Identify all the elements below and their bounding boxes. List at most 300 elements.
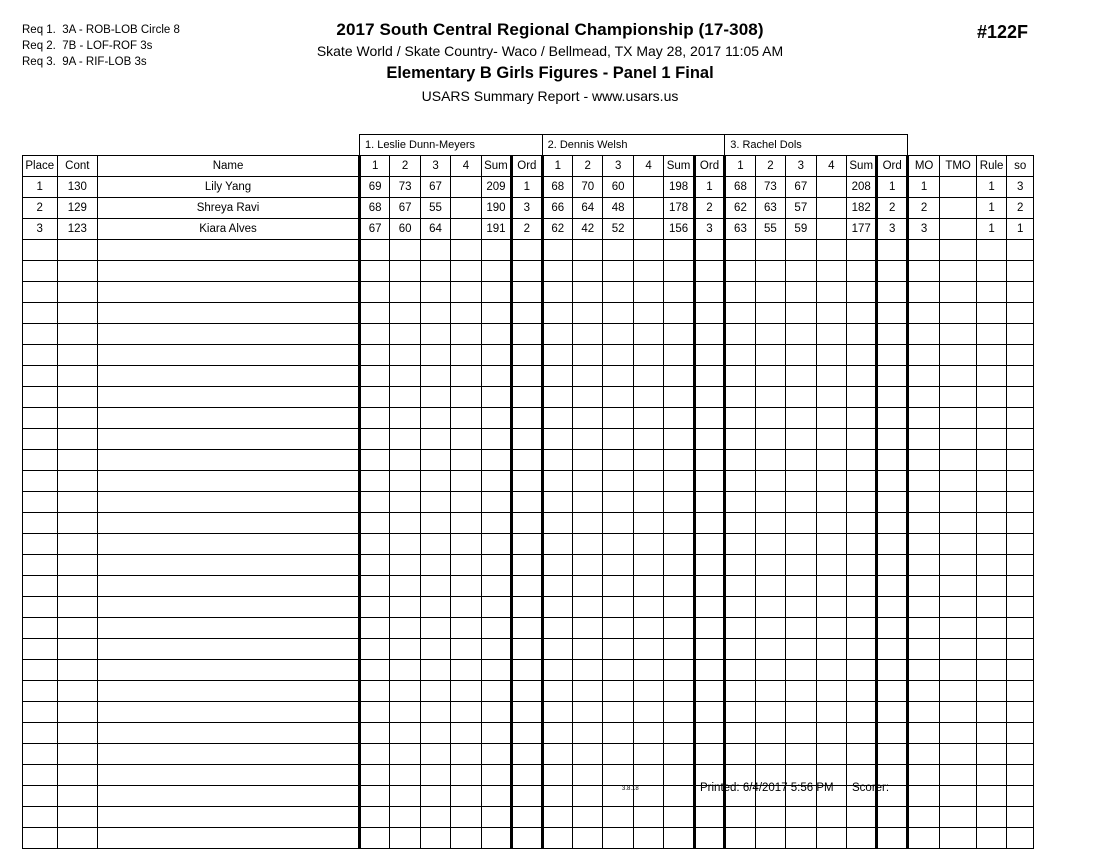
cell-j1-score [451, 639, 481, 660]
cell-j3-score [755, 240, 785, 261]
event-title: Elementary B Girls Figures - Panel 1 Final [386, 64, 714, 82]
cell-j2-score [603, 240, 633, 261]
table-row-empty [23, 408, 1034, 429]
cell-j1-score [451, 828, 481, 849]
cell-j2-score [542, 534, 572, 555]
cell-tmo [940, 282, 977, 303]
cell-j2-score [542, 807, 572, 828]
cell-j2-score [573, 492, 603, 513]
cell-j3-score [786, 555, 816, 576]
cell-rule [976, 660, 1006, 681]
cell-j1-score [451, 555, 481, 576]
cell-j2-score [573, 576, 603, 597]
cell-tmo [940, 492, 977, 513]
cell-j2-score [633, 702, 663, 723]
cell-j3-score [816, 471, 846, 492]
cell-j3-ord: 3 [877, 219, 907, 240]
cell-j1-score [359, 744, 389, 765]
cell-j1-score [481, 513, 511, 534]
cell-j1-score [420, 576, 450, 597]
cell-j3-ord [877, 240, 907, 261]
cell-j1-score [451, 702, 481, 723]
cell-j2-ord: 1 [694, 177, 724, 198]
cell-tmo [940, 660, 977, 681]
cell-j3-ord [877, 513, 907, 534]
cell-j1-ord [512, 345, 542, 366]
cell-mo [907, 429, 939, 450]
cell-j2-score [542, 744, 572, 765]
cell-j2-s1: 62 [542, 219, 572, 240]
cell-rule: 1 [976, 219, 1006, 240]
cell-j3-score [725, 450, 755, 471]
cell-j3-score [786, 744, 816, 765]
cell-j1-score [359, 303, 389, 324]
cell-j3-score [725, 513, 755, 534]
cell-j1-score [420, 660, 450, 681]
cell-j3-ord [877, 345, 907, 366]
cell-mo [907, 450, 939, 471]
cell-rule [976, 534, 1006, 555]
cell-j3-score [816, 366, 846, 387]
cell-so [1007, 555, 1034, 576]
cell-j1-score [359, 660, 389, 681]
cell-j3-score [725, 744, 755, 765]
cell-j3-score [786, 513, 816, 534]
cell-j3-score [816, 387, 846, 408]
cell-mo [907, 639, 939, 660]
cell-j1-score [359, 366, 389, 387]
cell-cont [57, 660, 98, 681]
cell-cont [57, 597, 98, 618]
cell-place [23, 513, 58, 534]
cell-j1-score [390, 366, 420, 387]
cell-j3-ord [877, 576, 907, 597]
cell-place [23, 492, 58, 513]
cell-j2-ord [694, 345, 724, 366]
cell-j3-score [755, 723, 785, 744]
cell-j2-score [573, 618, 603, 639]
cell-j2-score [633, 324, 663, 345]
cell-tmo [940, 702, 977, 723]
cell-j2-score [542, 597, 572, 618]
cell-cont [57, 240, 98, 261]
judge-banner-row [23, 135, 1034, 156]
cell-j3-score [846, 807, 876, 828]
cell-j3-score [755, 660, 785, 681]
cell-j3-ord [877, 450, 907, 471]
cell-j1-score [359, 534, 389, 555]
cell-rule [976, 450, 1006, 471]
cell-name: Kiara Alves [98, 219, 360, 240]
cell-j3-score [725, 618, 755, 639]
cell-j3-score [755, 492, 785, 513]
cell-j2-score [664, 324, 694, 345]
cell-j2-score [573, 471, 603, 492]
cell-rule [976, 723, 1006, 744]
cell-mo [907, 261, 939, 282]
cell-j2-score [542, 324, 572, 345]
cell-rule [976, 681, 1006, 702]
cell-j2-score [542, 492, 572, 513]
cell-rule [976, 387, 1006, 408]
cell-j1-score [390, 345, 420, 366]
cell-rule [976, 324, 1006, 345]
cell-so [1007, 681, 1034, 702]
cell-j2-score [542, 387, 572, 408]
cell-j2-ord [694, 366, 724, 387]
cell-place [23, 660, 58, 681]
cell-j3-score [846, 282, 876, 303]
cell-j1-ord [512, 492, 542, 513]
cell-j3-score [725, 702, 755, 723]
cell-j3-score [846, 492, 876, 513]
cell-j1-score [420, 261, 450, 282]
cell-j3-ord [877, 660, 907, 681]
table-header-row [23, 156, 1034, 177]
header-j2-score1: 1 [542, 156, 572, 177]
cell-rule: 1 [976, 198, 1006, 219]
cell-name [98, 702, 360, 723]
cell-j3-score [846, 702, 876, 723]
cell-j2-score [603, 471, 633, 492]
cell-j3-score [755, 303, 785, 324]
cell-j1-score [420, 555, 450, 576]
cell-j1-score [481, 345, 511, 366]
cell-j3-score [846, 408, 876, 429]
cell-j1-score [420, 513, 450, 534]
cell-j3-s3: 57 [786, 198, 816, 219]
cell-tmo [940, 534, 977, 555]
cell-j3-score [786, 261, 816, 282]
cell-place [23, 807, 58, 828]
cell-j3-ord [877, 681, 907, 702]
cell-j3-score [786, 702, 816, 723]
judge-banner-spacer [1007, 135, 1034, 156]
cell-so [1007, 618, 1034, 639]
cell-j1-score [451, 366, 481, 387]
cell-j3-score [786, 408, 816, 429]
cell-j1-score [481, 807, 511, 828]
cell-j2-score [542, 240, 572, 261]
cell-j1-score [359, 408, 389, 429]
cell-j2-ord [694, 240, 724, 261]
cell-so [1007, 702, 1034, 723]
cell-j2-score [603, 345, 633, 366]
cell-j3-score [786, 681, 816, 702]
cell-j2-score [664, 282, 694, 303]
cell-j2-score [573, 282, 603, 303]
cell-j1-ord [512, 471, 542, 492]
cell-j1-score [451, 660, 481, 681]
cell-j2-score [603, 450, 633, 471]
cell-j3-score [755, 324, 785, 345]
cell-j2-score [633, 807, 663, 828]
cell-rule [976, 555, 1006, 576]
cell-j3-s3: 59 [786, 219, 816, 240]
cell-tmo [940, 576, 977, 597]
cell-j2-ord [694, 618, 724, 639]
cell-so: 1 [1007, 219, 1034, 240]
cell-tmo [940, 513, 977, 534]
table-row-empty [23, 681, 1034, 702]
cell-j2-score [573, 387, 603, 408]
cell-j3-ord [877, 387, 907, 408]
cell-j2-score [542, 429, 572, 450]
cell-mo [907, 513, 939, 534]
cell-j3-score [755, 408, 785, 429]
cell-so: 3 [1007, 177, 1034, 198]
judge-banner-spacer [907, 135, 939, 156]
cell-j2-score [542, 282, 572, 303]
cell-j3-score [725, 303, 755, 324]
cell-so [1007, 429, 1034, 450]
cell-j2-score [633, 744, 663, 765]
cell-j3-s4 [816, 177, 846, 198]
cell-rule [976, 261, 1006, 282]
cell-j1-ord [512, 366, 542, 387]
cell-so [1007, 597, 1034, 618]
table-row-empty [23, 576, 1034, 597]
cell-j1-ord [512, 618, 542, 639]
cell-j3-score [846, 450, 876, 471]
cell-j1-ord [512, 576, 542, 597]
header-mo: MO [907, 156, 939, 177]
cell-cont [57, 555, 98, 576]
cell-j2-ord [694, 597, 724, 618]
cell-j2-ord [694, 450, 724, 471]
cell-j1-s1: 67 [359, 219, 389, 240]
table-row-empty [23, 513, 1034, 534]
cell-j2-score [603, 429, 633, 450]
cell-j1-ord [512, 408, 542, 429]
cell-j3-score [846, 387, 876, 408]
cell-rule [976, 345, 1006, 366]
cell-j3-score [755, 534, 785, 555]
cell-j2-sum: 198 [664, 177, 694, 198]
cell-j3-score [786, 639, 816, 660]
cell-j2-score [664, 366, 694, 387]
cell-j2-score [573, 513, 603, 534]
cell-j3-ord [877, 261, 907, 282]
cell-cont [57, 723, 98, 744]
cell-so [1007, 387, 1034, 408]
cell-j3-score [786, 471, 816, 492]
cell-name [98, 660, 360, 681]
cell-so [1007, 744, 1034, 765]
cell-name [98, 723, 360, 744]
cell-tmo [940, 828, 977, 849]
cell-j3-score [816, 702, 846, 723]
cell-j1-score [481, 282, 511, 303]
cell-j1-score [390, 261, 420, 282]
table-row-empty [23, 555, 1034, 576]
cell-j1-s4 [451, 219, 481, 240]
cell-j3-ord [877, 366, 907, 387]
cell-j2-score [664, 723, 694, 744]
cell-j3-score [755, 387, 785, 408]
cell-tmo [940, 408, 977, 429]
cell-j1-ord [512, 744, 542, 765]
table-row-empty [23, 534, 1034, 555]
cell-j2-score [573, 534, 603, 555]
cell-j2-score [633, 492, 663, 513]
cell-place: 2 [23, 198, 58, 219]
cell-j1-score [390, 492, 420, 513]
cell-j2-ord [694, 408, 724, 429]
cell-j3-score [725, 576, 755, 597]
cell-j1-ord [512, 702, 542, 723]
cell-j2-ord [694, 429, 724, 450]
cell-so [1007, 366, 1034, 387]
cell-place [23, 240, 58, 261]
cell-j3-score [816, 513, 846, 534]
cell-j1-score [420, 471, 450, 492]
cell-j2-ord [694, 261, 724, 282]
cell-j2-ord: 2 [694, 198, 724, 219]
cell-j2-score [542, 408, 572, 429]
cell-j2-score [633, 681, 663, 702]
cell-j3-score [786, 282, 816, 303]
cell-j1-ord [512, 303, 542, 324]
table-row-empty [23, 450, 1034, 471]
cell-j3-score [725, 387, 755, 408]
cell-j3-score [725, 807, 755, 828]
cell-mo [907, 723, 939, 744]
cell-j3-score [786, 345, 816, 366]
cell-j2-ord [694, 303, 724, 324]
cell-j2-score [664, 639, 694, 660]
cell-j3-score [755, 807, 785, 828]
cell-j3-score [786, 576, 816, 597]
cell-j3-score [846, 303, 876, 324]
cell-j1-score [390, 555, 420, 576]
cell-j1-score [359, 240, 389, 261]
table-row-empty [23, 723, 1034, 744]
cell-mo [907, 408, 939, 429]
cell-j1-s1: 68 [359, 198, 389, 219]
cell-j1-score [420, 450, 450, 471]
table-row-empty [23, 282, 1034, 303]
cell-tmo [940, 240, 977, 261]
cell-j2-score [633, 450, 663, 471]
cell-j2-ord [694, 639, 724, 660]
cell-j2-score [633, 513, 663, 534]
cell-j1-s3: 55 [420, 198, 450, 219]
cell-rule [976, 282, 1006, 303]
cell-j2-score [603, 324, 633, 345]
cell-j2-ord [694, 492, 724, 513]
cell-j1-score [481, 576, 511, 597]
judge-banner-spacer [57, 135, 98, 156]
cell-j2-score [542, 576, 572, 597]
table-row-empty [23, 261, 1034, 282]
cell-name [98, 387, 360, 408]
cell-j2-score [664, 534, 694, 555]
cell-j3-score [816, 534, 846, 555]
cell-j3-score [786, 534, 816, 555]
cell-j3-ord [877, 618, 907, 639]
cell-j3-score [725, 681, 755, 702]
cell-j3-score [725, 408, 755, 429]
cell-so [1007, 513, 1034, 534]
cell-j1-ord [512, 807, 542, 828]
cell-j1-score [481, 303, 511, 324]
cell-cont [57, 618, 98, 639]
cell-mo [907, 660, 939, 681]
cell-rule [976, 618, 1006, 639]
header-tmo: TMO [940, 156, 977, 177]
header-j3-sum: Sum [846, 156, 876, 177]
cell-j2-score [603, 282, 633, 303]
cell-j1-score [481, 324, 511, 345]
cell-j1-score [481, 723, 511, 744]
cell-rule [976, 513, 1006, 534]
cell-j1-score [481, 660, 511, 681]
cell-j1-score [420, 282, 450, 303]
cell-j1-score [359, 429, 389, 450]
cell-j1-score [420, 240, 450, 261]
cell-j2-ord: 3 [694, 219, 724, 240]
cell-so [1007, 828, 1034, 849]
cell-j3-score [755, 828, 785, 849]
table-row-empty [23, 702, 1034, 723]
cell-j2-score [633, 240, 663, 261]
cell-j1-score [359, 387, 389, 408]
cell-j3-score [846, 681, 876, 702]
cell-place [23, 828, 58, 849]
cell-j3-sum: 182 [846, 198, 876, 219]
cell-j2-score [664, 828, 694, 849]
cell-j3-score [816, 240, 846, 261]
cell-tmo [940, 807, 977, 828]
cell-place [23, 744, 58, 765]
cell-name [98, 534, 360, 555]
cell-j1-score [451, 324, 481, 345]
header-j2-score4: 4 [633, 156, 663, 177]
cell-j3-score [725, 429, 755, 450]
cell-so [1007, 282, 1034, 303]
cell-j2-score [542, 555, 572, 576]
cell-j3-ord [877, 534, 907, 555]
cell-name [98, 366, 360, 387]
cell-place [23, 366, 58, 387]
cell-rule [976, 807, 1006, 828]
cell-j3-score [725, 345, 755, 366]
cell-j3-score [816, 576, 846, 597]
cell-j1-score [420, 681, 450, 702]
table-row [23, 177, 1034, 198]
cell-j1-score [420, 723, 450, 744]
cell-j3-score [725, 639, 755, 660]
cell-j1-sum: 209 [481, 177, 511, 198]
cell-so [1007, 471, 1034, 492]
cell-j1-score [481, 744, 511, 765]
cell-j2-score [603, 723, 633, 744]
cell-j3-ord [877, 639, 907, 660]
cell-j3-score [755, 513, 785, 534]
cell-j2-score [664, 660, 694, 681]
cell-place [23, 555, 58, 576]
cell-j1-score [481, 471, 511, 492]
cell-j3-score [786, 618, 816, 639]
cell-j3-score [816, 408, 846, 429]
cell-j1-ord [512, 324, 542, 345]
cell-j3-ord [877, 429, 907, 450]
cell-j3-score [725, 261, 755, 282]
cell-j3-score [725, 282, 755, 303]
cell-name [98, 471, 360, 492]
cell-name [98, 639, 360, 660]
